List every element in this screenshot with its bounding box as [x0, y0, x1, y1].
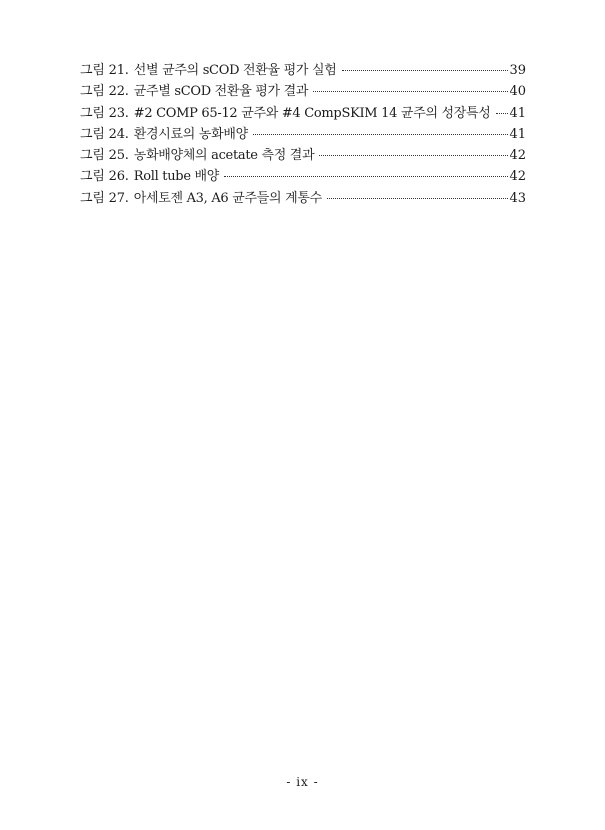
- toc-entry-fig-25[interactable]: [80, 145, 526, 166]
- entry-label: 그림 23.: [80, 105, 129, 121]
- entry-page-number: 43: [509, 190, 526, 206]
- toc-entry-fig-22[interactable]: [80, 81, 526, 102]
- entry-label: 그림 22.: [80, 84, 129, 100]
- dot-leader: [313, 90, 508, 92]
- entry-title: 농화배양체의 acetate 측정 결과: [133, 148, 315, 164]
- toc-entry-fig-21[interactable]: [80, 60, 526, 81]
- toc-entry-fig-23[interactable]: [80, 103, 526, 124]
- entry-label: 그림 26.: [80, 169, 129, 185]
- entry-label: 그림 21.: [80, 63, 129, 78]
- entry-title: 아세토젠 A3, A6 균주들의 계통수: [133, 190, 322, 206]
- entry-title: Roll tube 배양: [133, 169, 220, 185]
- table-of-figures: [80, 60, 526, 209]
- dot-leader: [224, 175, 508, 177]
- dot-leader: [496, 112, 509, 114]
- dot-leader: [253, 133, 509, 135]
- entry-label: 그림 25.: [80, 148, 129, 164]
- dot-leader: [342, 69, 509, 71]
- entry-title: 선별 균주의 sCOD 전환율 평가 실험: [133, 63, 337, 78]
- entry-page-number: 41: [509, 105, 526, 121]
- page-number-footer: - ix -: [286, 775, 319, 789]
- dot-leader: [319, 154, 508, 156]
- entry-page-number: 42: [509, 169, 526, 185]
- dot-leader: [327, 197, 509, 199]
- entry-title: 환경시료의 농화배양: [133, 126, 248, 142]
- entry-label: 그림 27.: [80, 190, 129, 206]
- entry-title: #2 COMP 65-12 균주와 #4 CompSKIM 14 균주의 성장특성: [133, 105, 491, 121]
- entry-page-number: 39: [509, 63, 526, 78]
- entry-page-number: 42: [509, 148, 526, 164]
- entry-label: 그림 24.: [80, 126, 129, 142]
- toc-entry-fig-24[interactable]: [80, 124, 526, 145]
- toc-entry-fig-27[interactable]: [80, 188, 526, 209]
- entry-page-number: 41: [509, 126, 526, 142]
- toc-entry-fig-26[interactable]: [80, 166, 526, 187]
- entry-title: 균주별 sCOD 전환율 평가 결과: [133, 84, 309, 100]
- entry-page-number: 40: [509, 84, 526, 100]
